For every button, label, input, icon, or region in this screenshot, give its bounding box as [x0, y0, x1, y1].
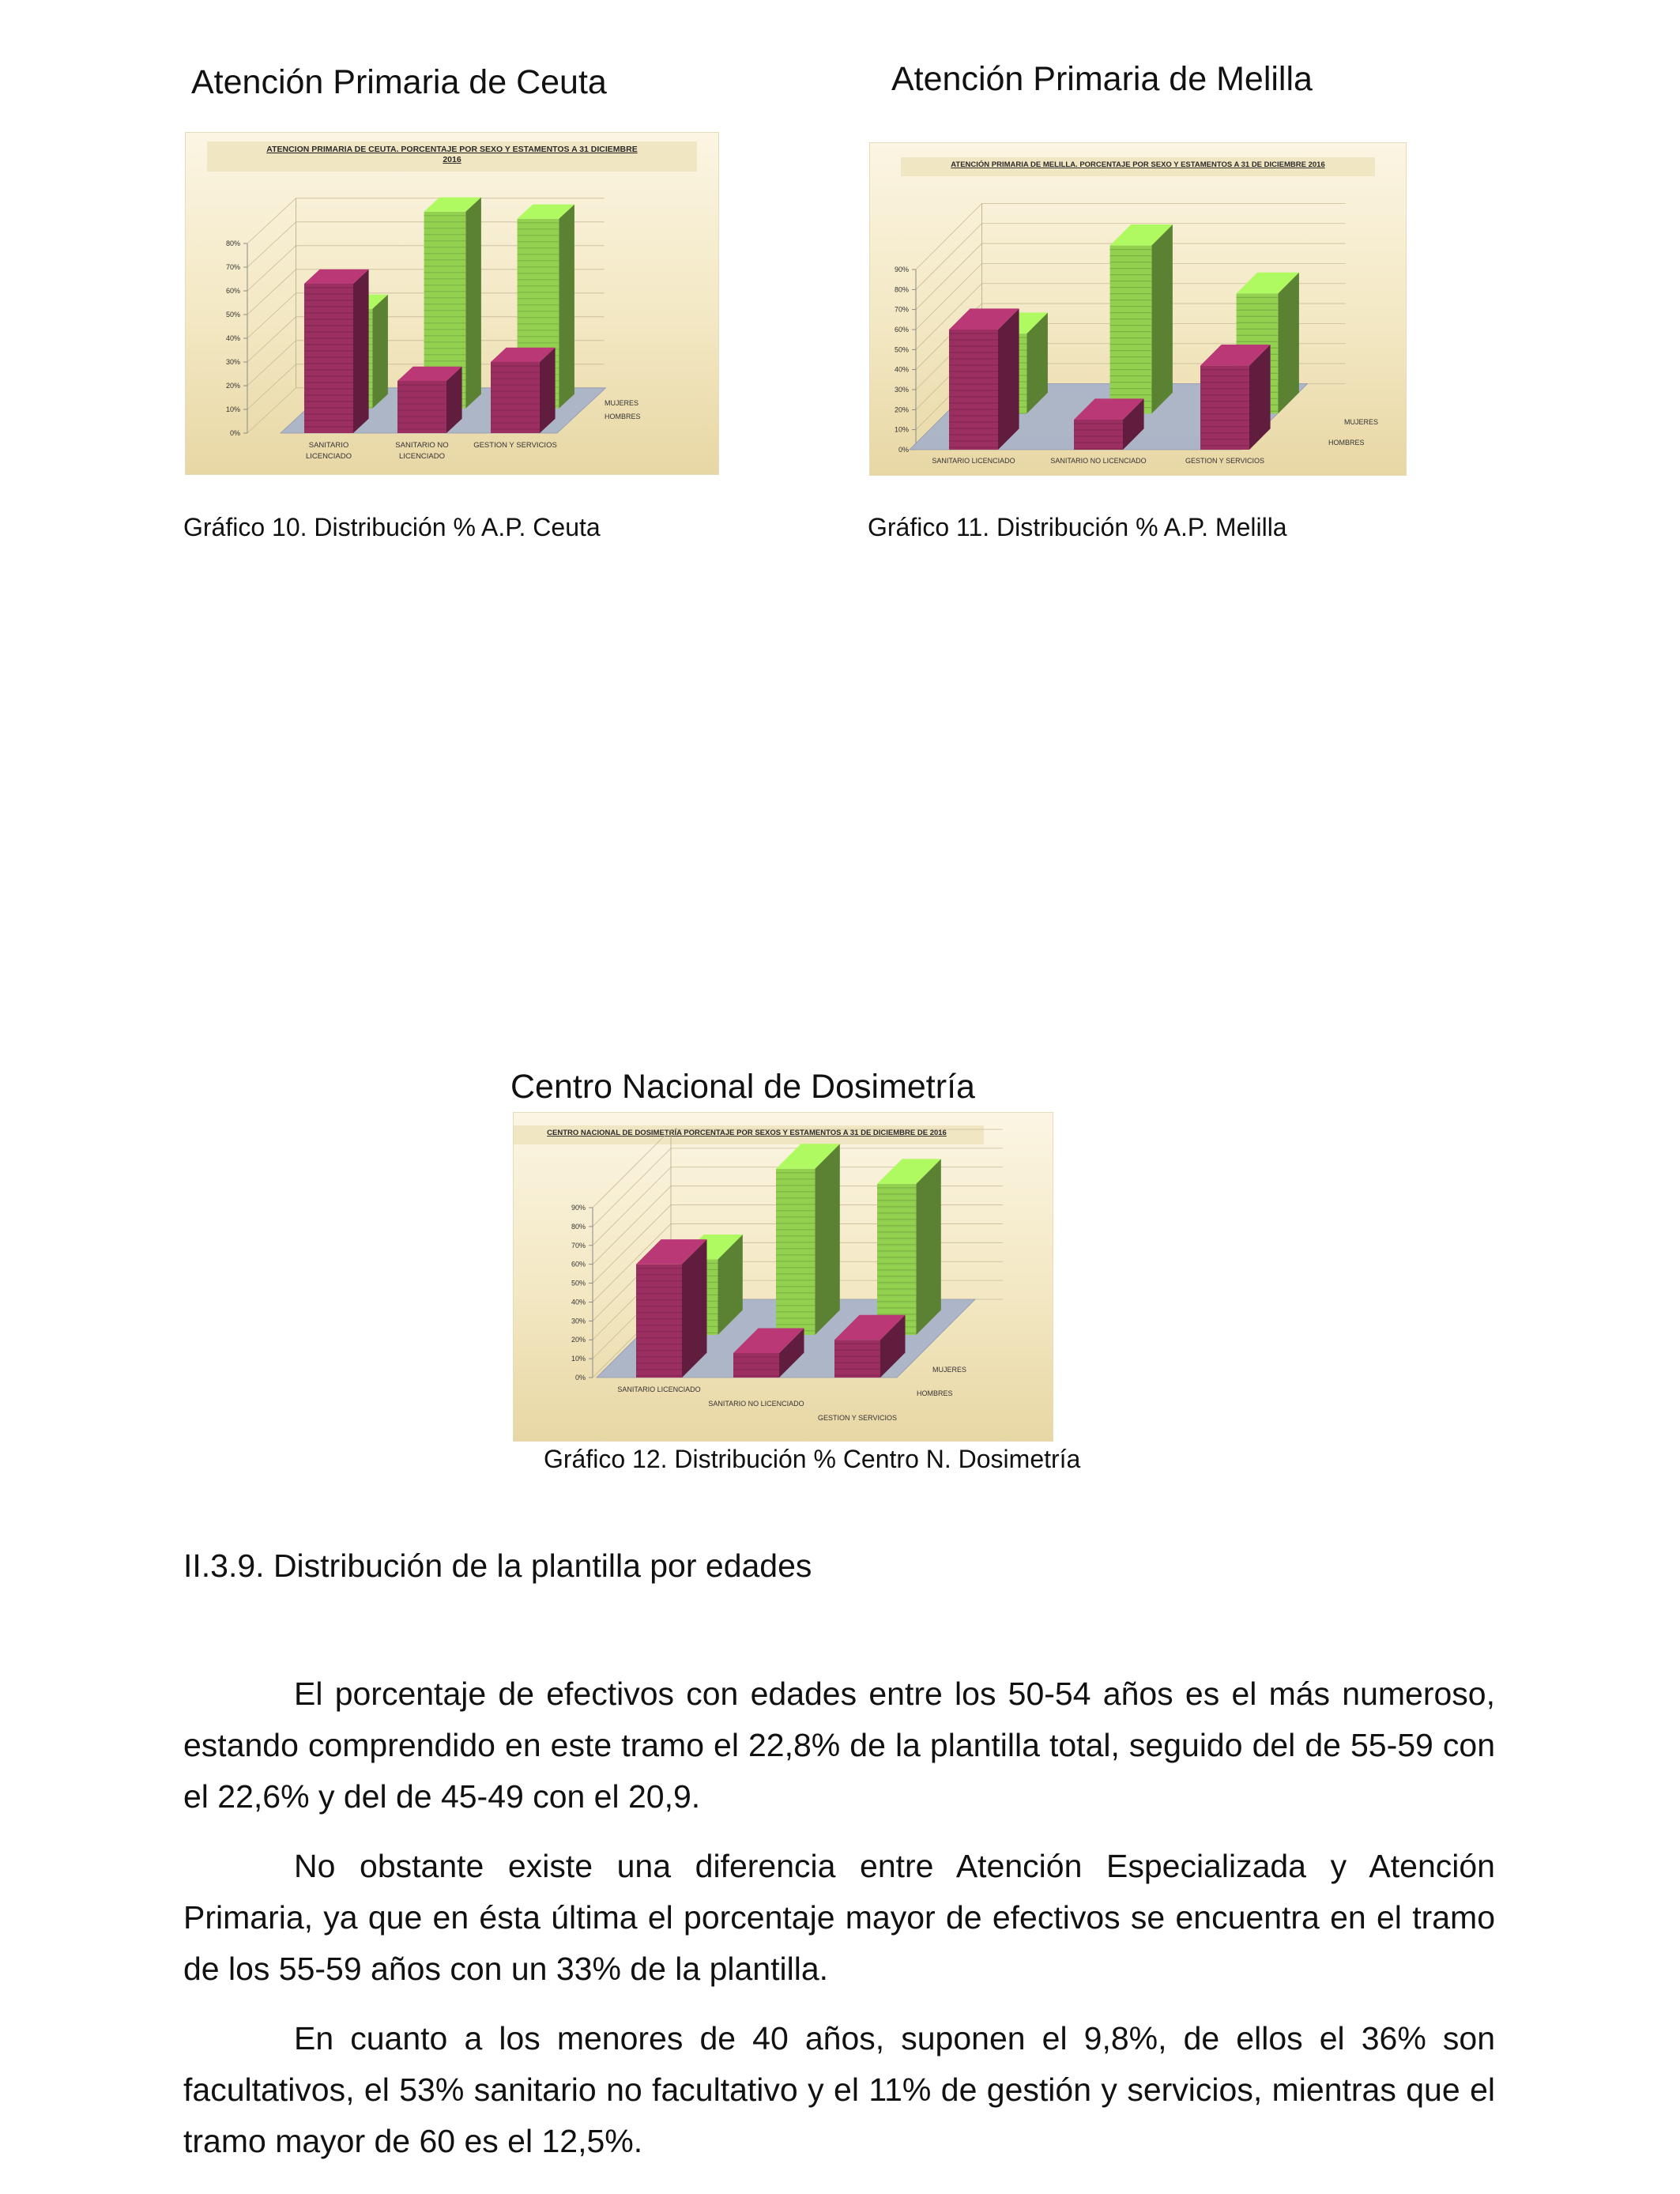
gridline-diag	[916, 243, 982, 310]
gridline-diag	[247, 341, 296, 386]
paragraph-1	[183, 1668, 1495, 1823]
bar-hombres	[636, 1239, 707, 1378]
section-title: II.3.9. Distribución de la plantilla por edades	[183, 1547, 812, 1584]
chart-melilla	[869, 142, 1407, 476]
paragraph-2-text: No obstante existe una diferencia entre Atención Especializada y Atención Primaria, ya que en ésta última el porcentaje mayor de efectivos se encuentra en el tramo de los 55-59 años con un 33% de la plantilla.	[183, 1848, 1495, 1987]
bar-hombres	[397, 367, 462, 433]
chart-ceuta	[185, 132, 719, 475]
y-tick-label: 50%	[225, 311, 240, 319]
y-tick-label: 40%	[571, 1298, 586, 1306]
gridline-diag	[916, 224, 982, 290]
series-label: HOMBRES	[1328, 439, 1365, 447]
bar-mujeres	[1110, 224, 1173, 413]
category-label: GESTION Y SERVICIOS	[473, 441, 557, 450]
bar-side	[559, 205, 574, 409]
caption-dosimetria: Gráfico 12. Distribución % Centro N. Dosimetría	[544, 1445, 1081, 1473]
y-tick-label: 0%	[898, 446, 909, 454]
chart-title: ATENCION PRIMARIA DE CEUTA. PORCENTAJE POR SEXO Y ESTAMENTOS A 31 DICIEMBRE	[266, 145, 638, 154]
gridline-diag	[247, 222, 296, 267]
paragraph-3	[183, 2013, 1495, 2167]
y-tick-label: 90%	[571, 1204, 586, 1212]
y-tick-label: 0%	[229, 429, 240, 437]
bar-side	[1151, 224, 1173, 413]
chart-title: ATENCIÓN PRIMARIA DE MELILLA. PORCENTAJE POR SEXO Y ESTAMENTOS A 31 DE DICIEMBRE 2016	[951, 160, 1325, 169]
bar-hombres	[949, 308, 1019, 450]
bar-front	[1074, 420, 1123, 450]
y-tick-label: 70%	[894, 305, 909, 314]
bar-side	[1278, 273, 1299, 414]
category-label: SANITARIO NO LICENCIADO	[708, 1400, 804, 1408]
y-tick-label: 40%	[225, 334, 240, 342]
chart-melilla-svg	[870, 143, 1406, 475]
chart-dosimetria-svg	[514, 1113, 1053, 1441]
y-tick-label: 90%	[894, 266, 909, 273]
bar-side	[353, 270, 369, 433]
y-tick-label: 20%	[225, 382, 240, 390]
y-tick-label: 30%	[225, 358, 240, 366]
caption-melilla: Gráfico 11. Distribución % A.P. Melilla	[868, 513, 1287, 541]
y-tick-label: 80%	[225, 239, 240, 247]
y-tick-label: 60%	[894, 326, 909, 334]
bar-front	[776, 1169, 815, 1335]
category-label: SANITARIO NO LICENCIADO	[1050, 457, 1147, 465]
y-tick-label: 60%	[571, 1260, 586, 1269]
category-label: SANITARIO LICENCIADO	[932, 457, 1015, 465]
y-tick-label: 80%	[571, 1222, 586, 1231]
gridline-diag	[247, 198, 296, 243]
y-tick-label: 10%	[225, 405, 240, 413]
category-label: LICENCIADO	[305, 452, 352, 461]
bar-side	[465, 198, 481, 409]
gridline-diag	[247, 293, 296, 338]
chart-dosimetria	[513, 1112, 1053, 1442]
gridline-diag	[247, 364, 296, 409]
series-label: MUJERES	[1344, 418, 1379, 426]
bar-hombres	[1200, 345, 1271, 450]
bar-front	[397, 381, 446, 433]
series-label: MUJERES	[605, 399, 639, 407]
category-label: GESTION Y SERVICIOS	[1185, 457, 1265, 465]
y-tick-label: 20%	[571, 1336, 586, 1344]
series-label: MUJERES	[932, 1366, 967, 1374]
heading-melilla: Atención Primaria de Melilla	[891, 60, 1313, 98]
bar-front	[949, 330, 998, 450]
category-label: LICENCIADO	[398, 452, 446, 461]
y-tick-label: 60%	[225, 287, 240, 295]
caption-ceuta: Gráfico 10. Distribución % A.P. Ceuta	[183, 513, 601, 541]
y-tick-label: 30%	[894, 386, 909, 394]
paragraph-1-text: El porcentaje de efectivos con edades entre los 50-54 años es el más numeroso, estando comprendido en este tramo el 22,8% de la plantilla total, seguido del de 55-59 con el 22,6% y del de 45-49 con el 20,9.	[183, 1676, 1495, 1815]
series-label: HOMBRES	[605, 413, 641, 420]
y-tick-label: 70%	[571, 1241, 586, 1250]
chart-title: 2016	[443, 155, 461, 164]
series-label: HOMBRES	[917, 1389, 953, 1397]
bar-front	[834, 1340, 880, 1378]
bar-side	[372, 295, 388, 409]
gridline-diag	[247, 317, 296, 362]
y-tick-label: 40%	[894, 365, 909, 374]
gridline-diag	[247, 270, 296, 315]
paragraph-2	[183, 1841, 1495, 1995]
bar-side	[916, 1159, 941, 1335]
y-tick-label: 0%	[574, 1374, 586, 1382]
bar-mujeres	[776, 1144, 840, 1335]
bar-side	[540, 348, 556, 433]
gridline-diag	[916, 203, 982, 270]
bar-side	[998, 308, 1019, 450]
paragraph-3-text: En cuanto a los menores de 40 años, suponen el 9,8%, de ellos el 36% son facultativos, el 53% sanitario no facultativo y el 11% de gestión y servicios, mientras que el tramo mayor de 60 es el 12,5%.	[183, 2020, 1495, 2159]
chart-ceuta-svg	[186, 133, 718, 474]
heading-dosimetria: Centro Nacional de Dosimetría	[510, 1068, 975, 1106]
y-tick-label: 10%	[571, 1355, 586, 1363]
category-label: GESTION Y SERVICIOS	[817, 1414, 898, 1422]
y-tick-label: 50%	[571, 1279, 586, 1287]
y-tick-label: 80%	[894, 285, 909, 294]
bar-side	[815, 1144, 840, 1335]
y-tick-label: 70%	[225, 263, 240, 271]
y-tick-label: 10%	[894, 425, 909, 434]
gridline-diag	[593, 1148, 671, 1227]
gridline-diag	[247, 246, 296, 291]
bar-hombres	[491, 348, 556, 433]
chart-title: CENTRO NACIONAL DE DOSIMETRÍA PORCENTAJE POR SEXOS Y ESTAMENTOS A 31 DE DICIEMBRE DE 2016	[547, 1129, 947, 1137]
bar-front	[304, 284, 353, 433]
category-label: SANITARIO LICENCIADO	[617, 1385, 701, 1393]
bar-mujeres	[877, 1159, 941, 1335]
bar-hombres	[304, 270, 369, 433]
y-tick-label: 20%	[894, 405, 909, 414]
category-label: SANITARIO	[308, 441, 349, 450]
y-tick-label: 50%	[894, 345, 909, 354]
heading-ceuta: Atención Primaria de Ceuta	[191, 63, 607, 101]
y-tick-label: 30%	[571, 1317, 586, 1325]
gridline-diag	[593, 1167, 671, 1246]
category-label: SANITARIO NO	[395, 441, 449, 450]
